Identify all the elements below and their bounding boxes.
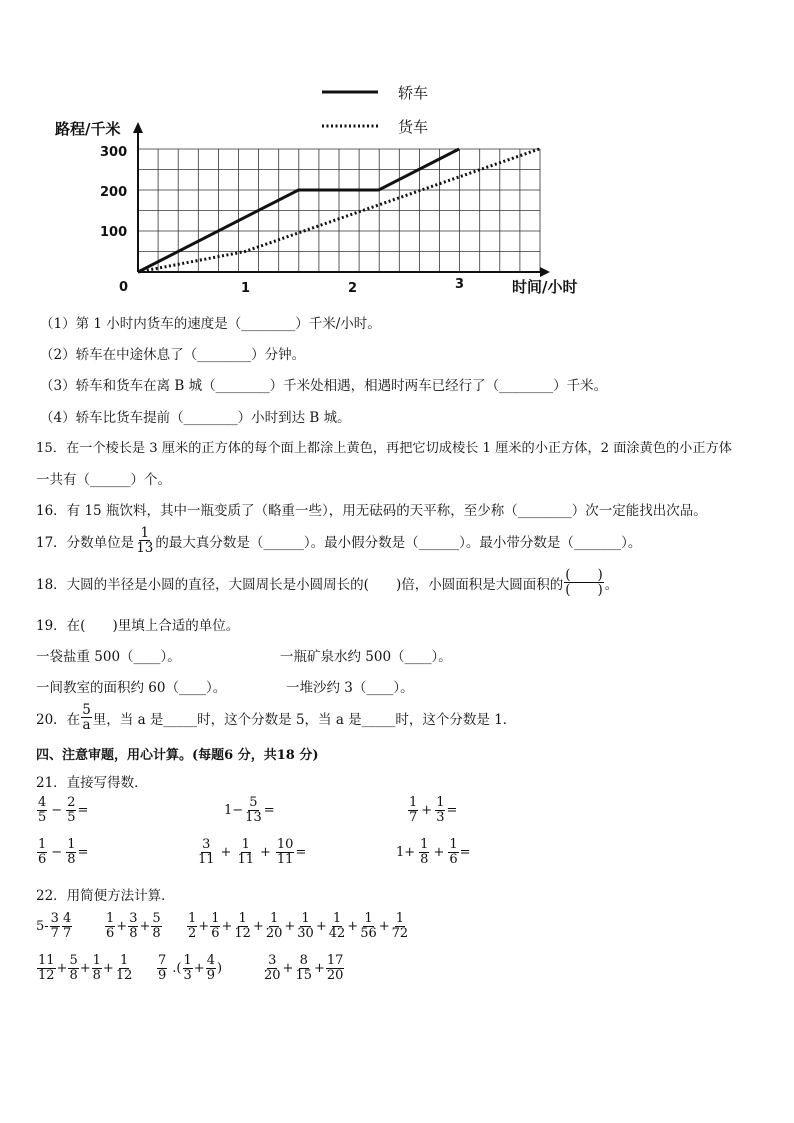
operator: −: [51, 844, 63, 860]
frac-num: 1: [106, 911, 115, 926]
q22-expr-1: [36, 912, 73, 940]
frac-den: 9: [206, 967, 215, 983]
frac-den: 9: [158, 967, 167, 983]
q16: 16．有 15 瓶饮料，其中一瓶变质了（略重一些），用无砝码的天平称，至少称（________）次一定能找出次品。: [36, 503, 707, 519]
frac-num: 11: [38, 953, 55, 968]
frac-num: 1: [269, 911, 279, 926]
x-tick-label: 1: [241, 281, 251, 296]
fraction: [210, 912, 220, 940]
x-axis-label: 时间/小时: [512, 278, 578, 296]
operator: +: [56, 960, 68, 976]
equals: =: [295, 844, 307, 860]
frac-den: 5: [67, 809, 76, 825]
fraction: [419, 838, 429, 866]
equals: =: [459, 844, 471, 860]
frac-num: 4: [62, 911, 72, 926]
q21-expr-5: [196, 838, 306, 866]
origin-label: 0: [119, 280, 129, 295]
legend: [322, 84, 428, 136]
fraction: [151, 912, 161, 940]
fraction: [276, 838, 295, 866]
chart-axes: [133, 122, 550, 277]
frac-num: 3: [129, 911, 138, 926]
frac-num: 1: [67, 837, 76, 852]
operator: +: [102, 960, 114, 976]
frac-den: 11: [198, 851, 215, 867]
frac-num: 5: [82, 702, 91, 718]
operator: +: [284, 918, 296, 934]
frac-num: 10: [276, 837, 294, 852]
y-axis-arrow: [133, 122, 143, 133]
operator: +: [79, 960, 91, 976]
fraction: [66, 796, 76, 824]
frac-den: 8: [152, 925, 161, 941]
frac-num: 1: [92, 953, 101, 968]
frac-den: 72: [391, 925, 409, 941]
legend-label-truck: 货车: [398, 118, 429, 136]
q21-expr-4: [36, 838, 88, 866]
fraction: [157, 954, 167, 982]
q14-2: （2）轿车在中途休息了（________）分钟。: [40, 347, 306, 363]
fraction: [105, 912, 115, 940]
fraction: [206, 954, 216, 982]
equals: =: [263, 802, 275, 818]
q22-expr-4: [36, 954, 134, 982]
q14-3: （3）轿车和货车在离 B 城（________）千米处相遇，相遇时两车已经行了（________）千米。: [40, 378, 608, 394]
fraction: [66, 838, 76, 866]
q17-prefix: 17．分数单位是: [36, 534, 135, 551]
fraction: [408, 796, 418, 824]
q14-4: （4）轿车比货车提前（________）小时到达 B 城。: [40, 410, 351, 426]
operator: +: [282, 960, 294, 976]
q21-expr-6: [396, 838, 471, 866]
frac-den: 13: [136, 540, 154, 557]
y-tick-label: 200: [100, 185, 128, 200]
fraction: [197, 838, 216, 866]
frac-num: 1: [301, 911, 310, 926]
chart-grid: [138, 149, 540, 272]
equals: =: [446, 802, 458, 818]
operator: +: [314, 960, 325, 976]
fraction: [37, 796, 47, 824]
y-axis-label: 路程/千米: [55, 120, 121, 138]
frac-den: 6: [449, 851, 458, 867]
operator: +: [220, 844, 232, 860]
fraction: [183, 954, 193, 982]
q18-end: 。: [604, 576, 619, 593]
fraction: [265, 912, 284, 940]
fraction: [236, 838, 255, 866]
frac-num: 1: [395, 911, 405, 926]
paren-close: ): [216, 960, 223, 976]
q21-expr-3: [407, 796, 457, 824]
q22-expr-5: [156, 954, 222, 982]
frac-num: 1: [211, 911, 220, 926]
frac-den: 2: [188, 925, 197, 941]
frac-den: 20: [326, 967, 344, 983]
q22-expr-3: [186, 912, 410, 940]
fraction: [92, 954, 102, 982]
fraction: [326, 954, 345, 982]
q22-expr-2: [104, 912, 163, 940]
q18-fraction: [564, 568, 604, 597]
operator: +: [198, 918, 210, 934]
fraction: [37, 838, 47, 866]
section-4-heading: 四、注意审题，用心计算。(每题6 分，共18 分): [36, 748, 319, 763]
q18: [36, 568, 618, 597]
q21-expr-1: [36, 796, 88, 824]
y-tick-label: 300: [100, 145, 128, 160]
y-tick-label: 100: [100, 225, 128, 240]
fraction: [115, 954, 134, 982]
line-chart: [0, 0, 794, 305]
operator: +: [193, 960, 205, 976]
frac-num: 8: [299, 953, 308, 968]
frac-num: 17: [326, 953, 344, 968]
q15-line1: 15．在一个棱长是 3 厘米的正方体的每个面上都涂上黄色，再把它切成棱长 1 厘米的小正方体，2 面涂黄色的小正方体: [36, 441, 732, 456]
q17-fraction: [135, 526, 154, 555]
frac-num: 1: [332, 911, 342, 926]
frac-num: 1: [449, 837, 458, 852]
frac-den: 6: [211, 925, 220, 941]
paren-open: .(: [172, 960, 182, 976]
frac-den: 42: [328, 925, 346, 941]
frac-den: 30: [297, 925, 314, 941]
operator: +: [139, 918, 151, 934]
q14-1: （1）第 1 小时内货车的速度是（________）千米/小时。: [40, 316, 381, 332]
q20-fraction: [81, 703, 92, 732]
operator: +: [315, 918, 327, 934]
frac-num: 4: [206, 953, 215, 968]
fraction: [244, 796, 263, 824]
q19-a: 一袋盐重 500（____）。: [36, 649, 181, 665]
frac-den: 7: [62, 925, 72, 941]
q20: [36, 703, 516, 732]
frac-num: 3: [268, 953, 277, 968]
q21-expr-2: [224, 796, 275, 824]
q19-d: 一堆沙约 3（____）。: [286, 680, 414, 696]
fraction: [62, 912, 72, 940]
x-axis-arrow: [540, 267, 550, 277]
operator: +: [433, 844, 445, 860]
frac-num: 5: [249, 795, 258, 810]
q19-title: 19．在( )里填上合适的单位。: [36, 618, 240, 634]
fraction: [294, 954, 313, 982]
frac-den: 3: [436, 809, 445, 825]
operator: +: [221, 918, 233, 934]
frac-num: 2: [67, 795, 76, 810]
frac-num: 1: [183, 953, 192, 968]
equals: =: [77, 844, 89, 860]
frac-den: 15: [295, 967, 312, 983]
q18-text: 18．大圆的半径是小圆的直径，大圆周长是小圆周长的( )倍，小圆面积是大圆面积的: [36, 576, 564, 593]
q20-prefix: 20．在: [36, 711, 81, 728]
operator: −: [51, 802, 63, 818]
frac-den: 6: [38, 851, 47, 867]
frac-num: 1: [119, 953, 129, 968]
frac-num: 1: [420, 837, 429, 852]
frac-num: ( ): [565, 567, 603, 583]
frac-den: 13: [245, 809, 262, 825]
fraction: [187, 912, 197, 940]
frac-num: 7: [158, 953, 167, 968]
frac-den: 12: [115, 967, 133, 983]
frac-den: 8: [129, 925, 138, 941]
frac-num: 1: [436, 795, 445, 810]
frac-num: 5: [69, 953, 78, 968]
fraction: [68, 954, 78, 982]
frac-num: 3: [202, 837, 211, 852]
frac-den: ( ): [565, 582, 603, 599]
frac-den: a: [82, 717, 91, 734]
fraction: [50, 912, 60, 940]
fraction: [448, 838, 458, 866]
frac-num: 1: [238, 911, 247, 926]
q17: [36, 526, 641, 555]
frac-den: 7: [50, 925, 59, 941]
frac-den: 8: [67, 851, 76, 867]
frac-den: 6: [106, 925, 115, 941]
frac-num: 1: [241, 837, 250, 852]
frac-den: 11: [237, 851, 254, 867]
whole: 1−: [224, 802, 244, 818]
frac-num: 1: [38, 837, 47, 852]
operator: +: [252, 918, 264, 934]
whole: 5-: [36, 918, 49, 934]
frac-num: 1: [364, 911, 373, 926]
frac-num: 3: [50, 911, 59, 926]
operator: +: [347, 918, 359, 934]
frac-den: 3: [183, 967, 192, 983]
x-tick-label: 2: [348, 281, 358, 296]
q22-expr-6: [262, 954, 345, 982]
fraction: [37, 954, 56, 982]
fraction: [296, 912, 315, 940]
frac-den: 20: [264, 967, 281, 983]
frac-den: 7: [409, 809, 418, 825]
operator: +: [378, 918, 390, 934]
operator: +: [260, 844, 271, 860]
frac-num: 1: [409, 795, 418, 810]
frac-den: 12: [234, 925, 251, 941]
fraction: [359, 912, 378, 940]
frac-den: 56: [360, 925, 377, 941]
x-tick-label: 3: [455, 277, 465, 292]
frac-den: 12: [38, 967, 55, 983]
operator: +: [421, 802, 433, 818]
frac-den: 5: [38, 809, 47, 825]
frac-den: 8: [69, 967, 78, 983]
q21-title: 21．直接写得数．: [36, 775, 148, 791]
fraction: [263, 954, 282, 982]
q19-c: 一间教室的面积约 60（____）。: [36, 680, 227, 696]
frac-num: 1: [140, 525, 150, 541]
q17-suffix: 的最大真分数是（______）。最小假分数是（______）。最小带分数是（_______）。: [155, 534, 642, 551]
fraction: [328, 912, 347, 940]
frac-num: 4: [38, 795, 47, 810]
frac-den: 20: [265, 925, 283, 941]
q19-b: 一瓶矿泉水约 500（____）。: [280, 649, 452, 665]
frac-den: 8: [420, 851, 429, 867]
fraction: [128, 912, 138, 940]
q22-title: 22．用简便方法计算．: [36, 888, 175, 904]
fraction: [391, 912, 410, 940]
fraction: [233, 912, 252, 940]
q15-line2: 一共有（______）个。: [36, 472, 171, 488]
whole: 1+: [396, 844, 416, 860]
frac-den: 8: [92, 967, 101, 983]
frac-den: 11: [276, 851, 294, 867]
frac-num: 1: [188, 911, 197, 926]
frac-num: 5: [152, 911, 161, 926]
q20-suffix: 里，当 a 是_____时，这个分数是 5，当 a 是_____时，这个分数是 1．: [92, 711, 517, 728]
equals: =: [77, 802, 89, 818]
operator: +: [116, 918, 128, 934]
legend-label-car: 轿车: [398, 84, 429, 102]
fraction: [435, 796, 445, 824]
